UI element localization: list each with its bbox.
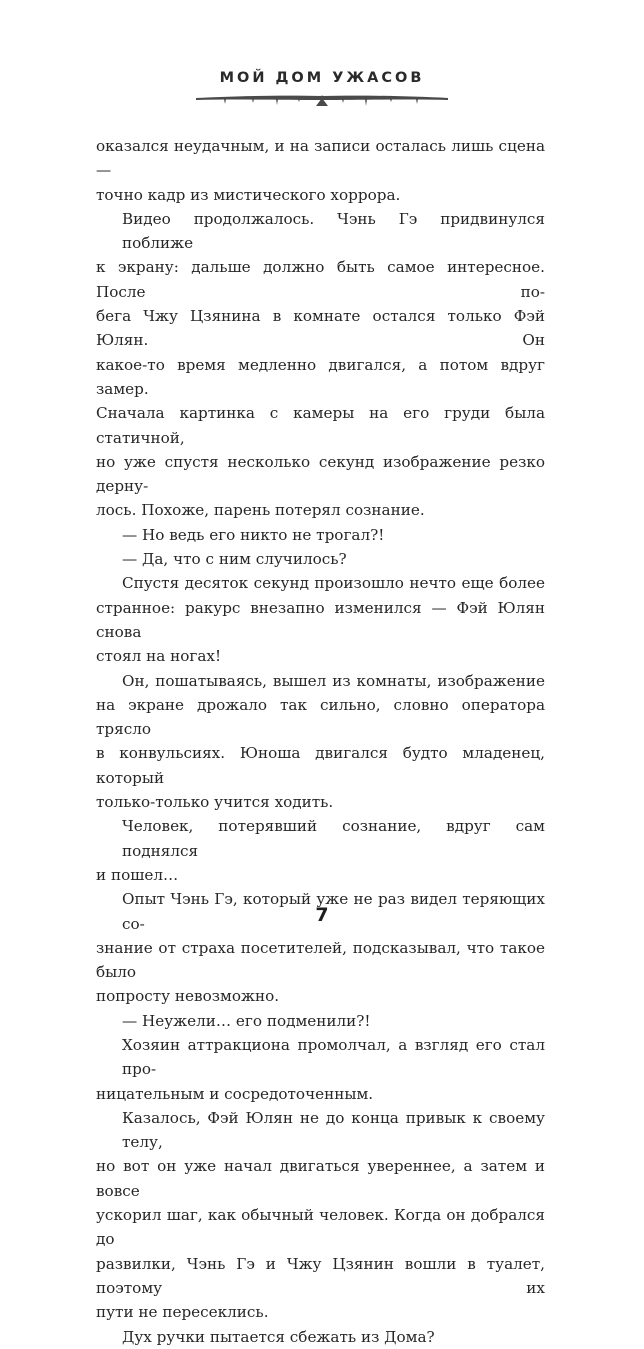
text-line: Хозяин аттракциона промолчал, а взгляд его стал про-: [122, 1035, 545, 1079]
text-line: попросту невозможно.: [96, 987, 280, 1006]
header-ornament-icon: [194, 90, 450, 108]
text-line: странное: ракурс внезапно изменился — Фэй Юлян снова: [96, 598, 545, 641]
text-line: оказался неудачным, и на записи осталась лишь сцена —: [96, 137, 545, 180]
page-number: 7: [315, 904, 329, 926]
text-line: Казалось, Фэй Юлян не до конца привык к своему телу,: [122, 1108, 545, 1152]
text-line: к экрану: дальше должно быть самое интересное. После по-: [96, 258, 545, 301]
text-line: стоял на ногах!: [96, 647, 222, 666]
text-line: ускорил шаг, как обычный человек. Когда он добрался до: [96, 1206, 545, 1249]
text-line: лось. Похоже, парень потерял сознание.: [96, 501, 425, 520]
text-line: но вот он уже начал двигаться увереннее, а затем и вовсе: [96, 1157, 545, 1200]
text-line: Опыт Чэнь Гэ, который уже не раз видел теряющих со-: [122, 890, 545, 933]
running-head-title: МОЙ ДОМ УЖАСОВ: [219, 70, 425, 86]
text-line: в конвульсиях. Юноша двигался будто младенец, который: [96, 744, 545, 787]
text-line: на экране дрожало так сильно, словно оператора трясло: [96, 695, 545, 739]
text-line: развилки, Чэнь Гэ и Чжу Цзянин вошли в туалет, поэтому их: [96, 1254, 545, 1297]
text-line: Дух ручки пытается сбежать из Дома?: [122, 1327, 435, 1346]
text-line: знание от страха посетителей, подсказывал, что такое было: [96, 938, 545, 982]
text-line: Видео продолжалось. Чэнь Гэ придвинулся поближе: [122, 209, 545, 253]
text-line: — Неужели… его подменили?!: [122, 1011, 371, 1030]
text-line: ницательным и сосредоточенным.: [96, 1084, 374, 1103]
text-line: бега Чжу Цзянина в комнате остался только Фэй Юлян. Он: [96, 307, 545, 350]
text-line: — Но ведь его никто не трогал?!: [122, 525, 385, 544]
text-line: — Да, что с ним случилось?: [122, 550, 347, 569]
text-line: пути не пересеклись.: [96, 1303, 269, 1322]
text-line: и пошел…: [96, 865, 179, 884]
text-line: Спустя десяток секунд произошло нечто еще более: [122, 574, 545, 593]
text-line: точно кадр из мистического хоррора.: [96, 185, 401, 204]
text-line: но уже спустя несколько секунд изображение резко дерну-: [96, 452, 545, 496]
text-line: Сначала картинка с камеры на его груди была статичной,: [96, 404, 545, 447]
text-line: Он, пошатываясь, вышел из комнаты, изображение: [122, 671, 545, 690]
body-text: [96, 134, 545, 1349]
text-line: какое-то время медленно двигался, а потом вдруг замер.: [96, 355, 545, 398]
text-line: только-только учится ходить.: [96, 793, 334, 812]
text-line: Человек, потерявший сознание, вдруг сам поднялся: [122, 817, 545, 860]
